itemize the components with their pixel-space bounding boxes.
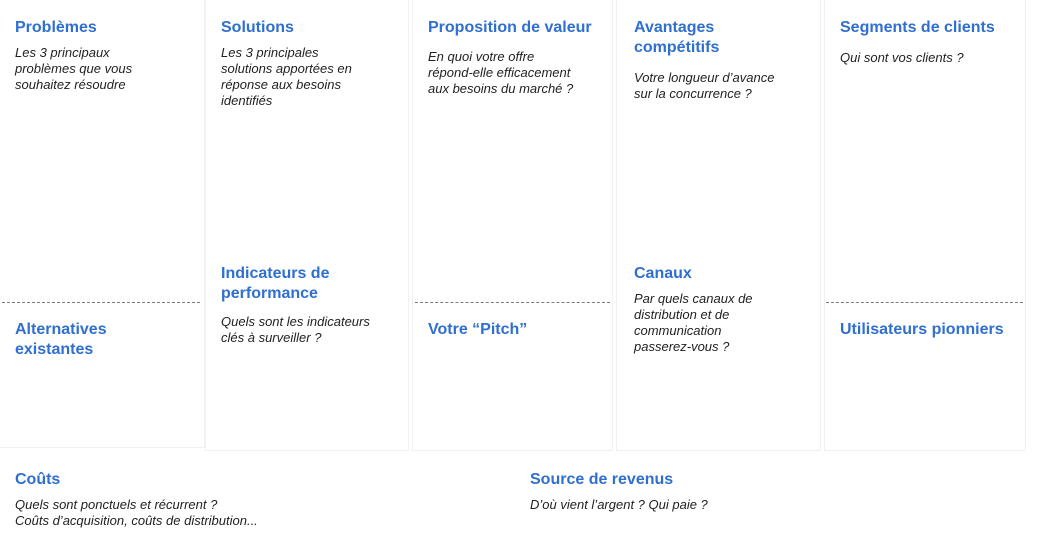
proposition-title: Proposition de valeur: [428, 19, 592, 36]
segments-title: Segments de clients: [840, 19, 995, 36]
indicateurs-description: Quels sont les indicateurs clés à surveiller ?: [221, 314, 370, 345]
problemes-title: Problèmes: [15, 19, 97, 36]
revenus-description: D’où vient l’argent ? Qui paie ?: [530, 497, 708, 512]
indicateurs-title: Indicateurs de performance: [221, 265, 330, 302]
couts-description: Quels sont ponctuels et récurrent ? Coûts d’acquisition, coûts de distribution...: [15, 497, 258, 528]
problemes-divider: [2, 302, 200, 303]
segments-divider: [826, 302, 1023, 303]
proposition-description: En quoi votre offre répond-elle efficacement aux besoins du marché ?: [428, 49, 574, 96]
pitch-title: Votre “Pitch”: [428, 321, 528, 338]
canaux-description: Par quels canaux de distribution et de communication passerez-vous ?: [634, 291, 753, 354]
segments-description: Qui sont vos clients ?: [840, 50, 964, 65]
alternatives-title: Alternatives existantes: [15, 321, 107, 358]
pionniers-title: Utilisateurs pionniers: [840, 321, 1004, 338]
couts-title: Coûts: [15, 471, 61, 488]
avantages-title: Avantages compétitifs: [634, 19, 720, 56]
avantages-description: Votre longueur d’avance sur la concurrence ?: [634, 70, 775, 101]
problemes-description: Les 3 principaux problèmes que vous souhaitez résoudre: [15, 45, 133, 92]
canaux-title: Canaux: [634, 265, 692, 282]
revenus-title: Source de revenus: [530, 471, 674, 488]
solutions-title: Solutions: [221, 19, 294, 36]
solutions-description: Les 3 principales solutions apportées en réponse aux besoins identifiés: [221, 45, 352, 108]
cell-avantages: [617, 0, 820, 450]
proposition-divider: [415, 302, 610, 303]
cell-segments: [825, 0, 1025, 450]
